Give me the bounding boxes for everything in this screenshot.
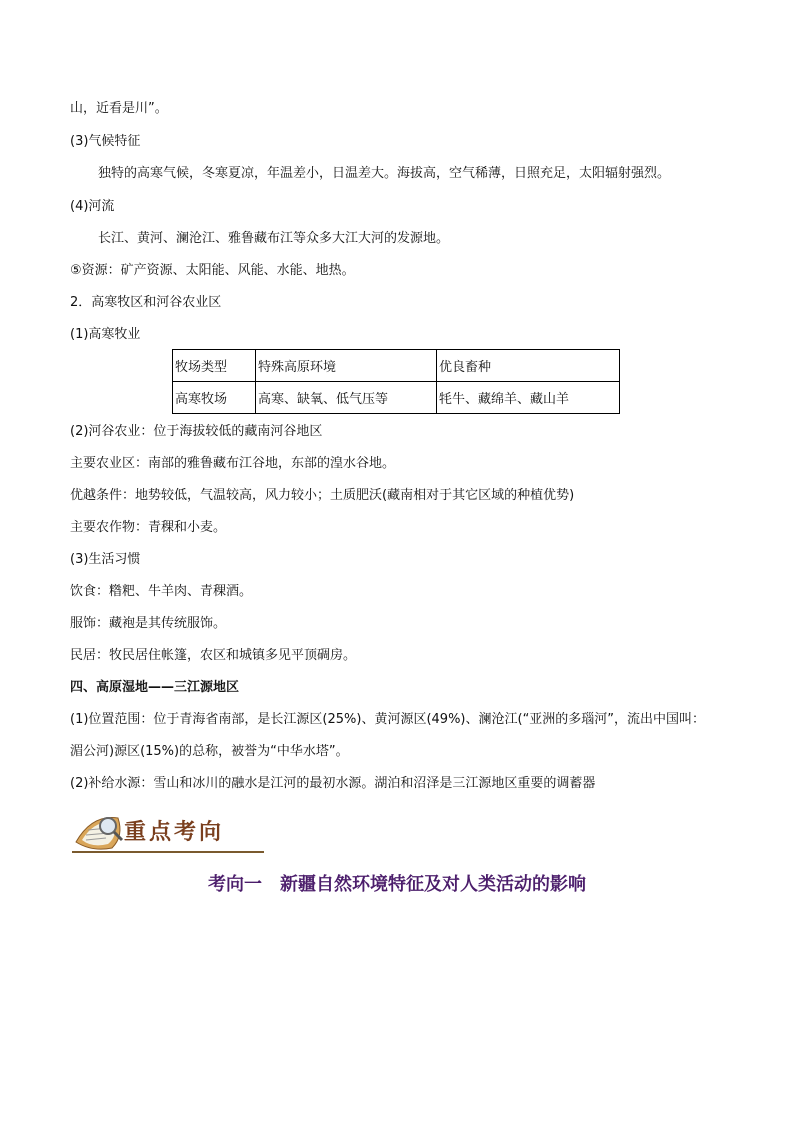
- table-cell: 高寒、缺氧、低气压等: [256, 382, 437, 414]
- heading-habits: (3)生活习惯: [70, 552, 141, 567]
- line-location-1: (1)位置范围：位于青海省南部，是长江源区(25%)、黄河源区(49%)、澜沧江(“亚洲的多瑙河”，流出中国叫：: [70, 712, 706, 727]
- line-location-2: 湄公河)源区(15%)的总称，被誉为“中华水塔”。: [70, 744, 349, 759]
- line-intro-end: 山，近看是川”。: [70, 101, 168, 116]
- table-header-row: [173, 350, 620, 382]
- banner-divider: [72, 851, 264, 853]
- heading-pastoral: (1)高寒牧业: [70, 327, 141, 342]
- heading-wetland: 四、高原湿地——三江源地区: [70, 680, 240, 695]
- magnifier-notepad-icon: [76, 818, 122, 850]
- table-cell: 牦牛、藏绵羊、藏山羊: [437, 382, 620, 414]
- heading-rivers: (4)河流: [70, 199, 115, 214]
- line-clothing: 服饰：藏袍是其传统服饰。: [70, 616, 227, 631]
- heading-valley-agri: (2)河谷农业：位于海拔较低的藏南河谷地区: [70, 424, 323, 439]
- paragraph-rivers: 长江、黄河、澜沧江、雅鲁藏布江等众多大江大河的发源地。: [98, 231, 450, 246]
- heading-pastoral-agri: 2．高寒牧区和河谷农业区: [70, 295, 222, 310]
- pastoral-table: [172, 349, 620, 414]
- table-cell: 高寒牧场: [173, 382, 256, 414]
- table-header-cell: 牧场类型: [173, 350, 256, 382]
- table-row: [173, 382, 620, 414]
- line-diet: 饮食：糌粑、牛羊肉、青稞酒。: [70, 584, 253, 599]
- line-water-source: (2)补给水源：雪山和冰川的融水是江河的最初水源。湖泊和沼泽是三江源地区重要的调蓄器: [70, 776, 596, 791]
- line-advantages: 优越条件：地势较低，气温较高，风力较小；土质肥沃(藏南相对于其它区域的种植优势): [70, 488, 575, 503]
- banner-title: 重点考向: [124, 819, 225, 845]
- heading-climate: (3)气候特征: [70, 134, 141, 149]
- line-housing: 民居：牧民居住帐篷，农区和城镇多见平顶碉房。: [70, 648, 357, 663]
- table-header-cell: 优良畜种: [437, 350, 620, 382]
- line-crops: 主要农作物：青稞和小麦。: [70, 520, 227, 535]
- paragraph-climate: 独特的高寒气候，冬寒夏凉，年温差小，日温差大。海拔高，空气稀薄，日照充足，太阳辐射强烈。: [98, 166, 671, 181]
- line-main-agri: 主要农业区：南部的雅鲁藏布江谷地，东部的湟水谷地。: [70, 456, 396, 471]
- table-header-cell: 特殊高原环境: [256, 350, 437, 382]
- section-title: 考向一 新疆自然环境特征及对人类活动的影响: [208, 874, 586, 895]
- line-resources: ⑤资源：矿产资源、太阳能、风能、水能、地热。: [70, 263, 355, 278]
